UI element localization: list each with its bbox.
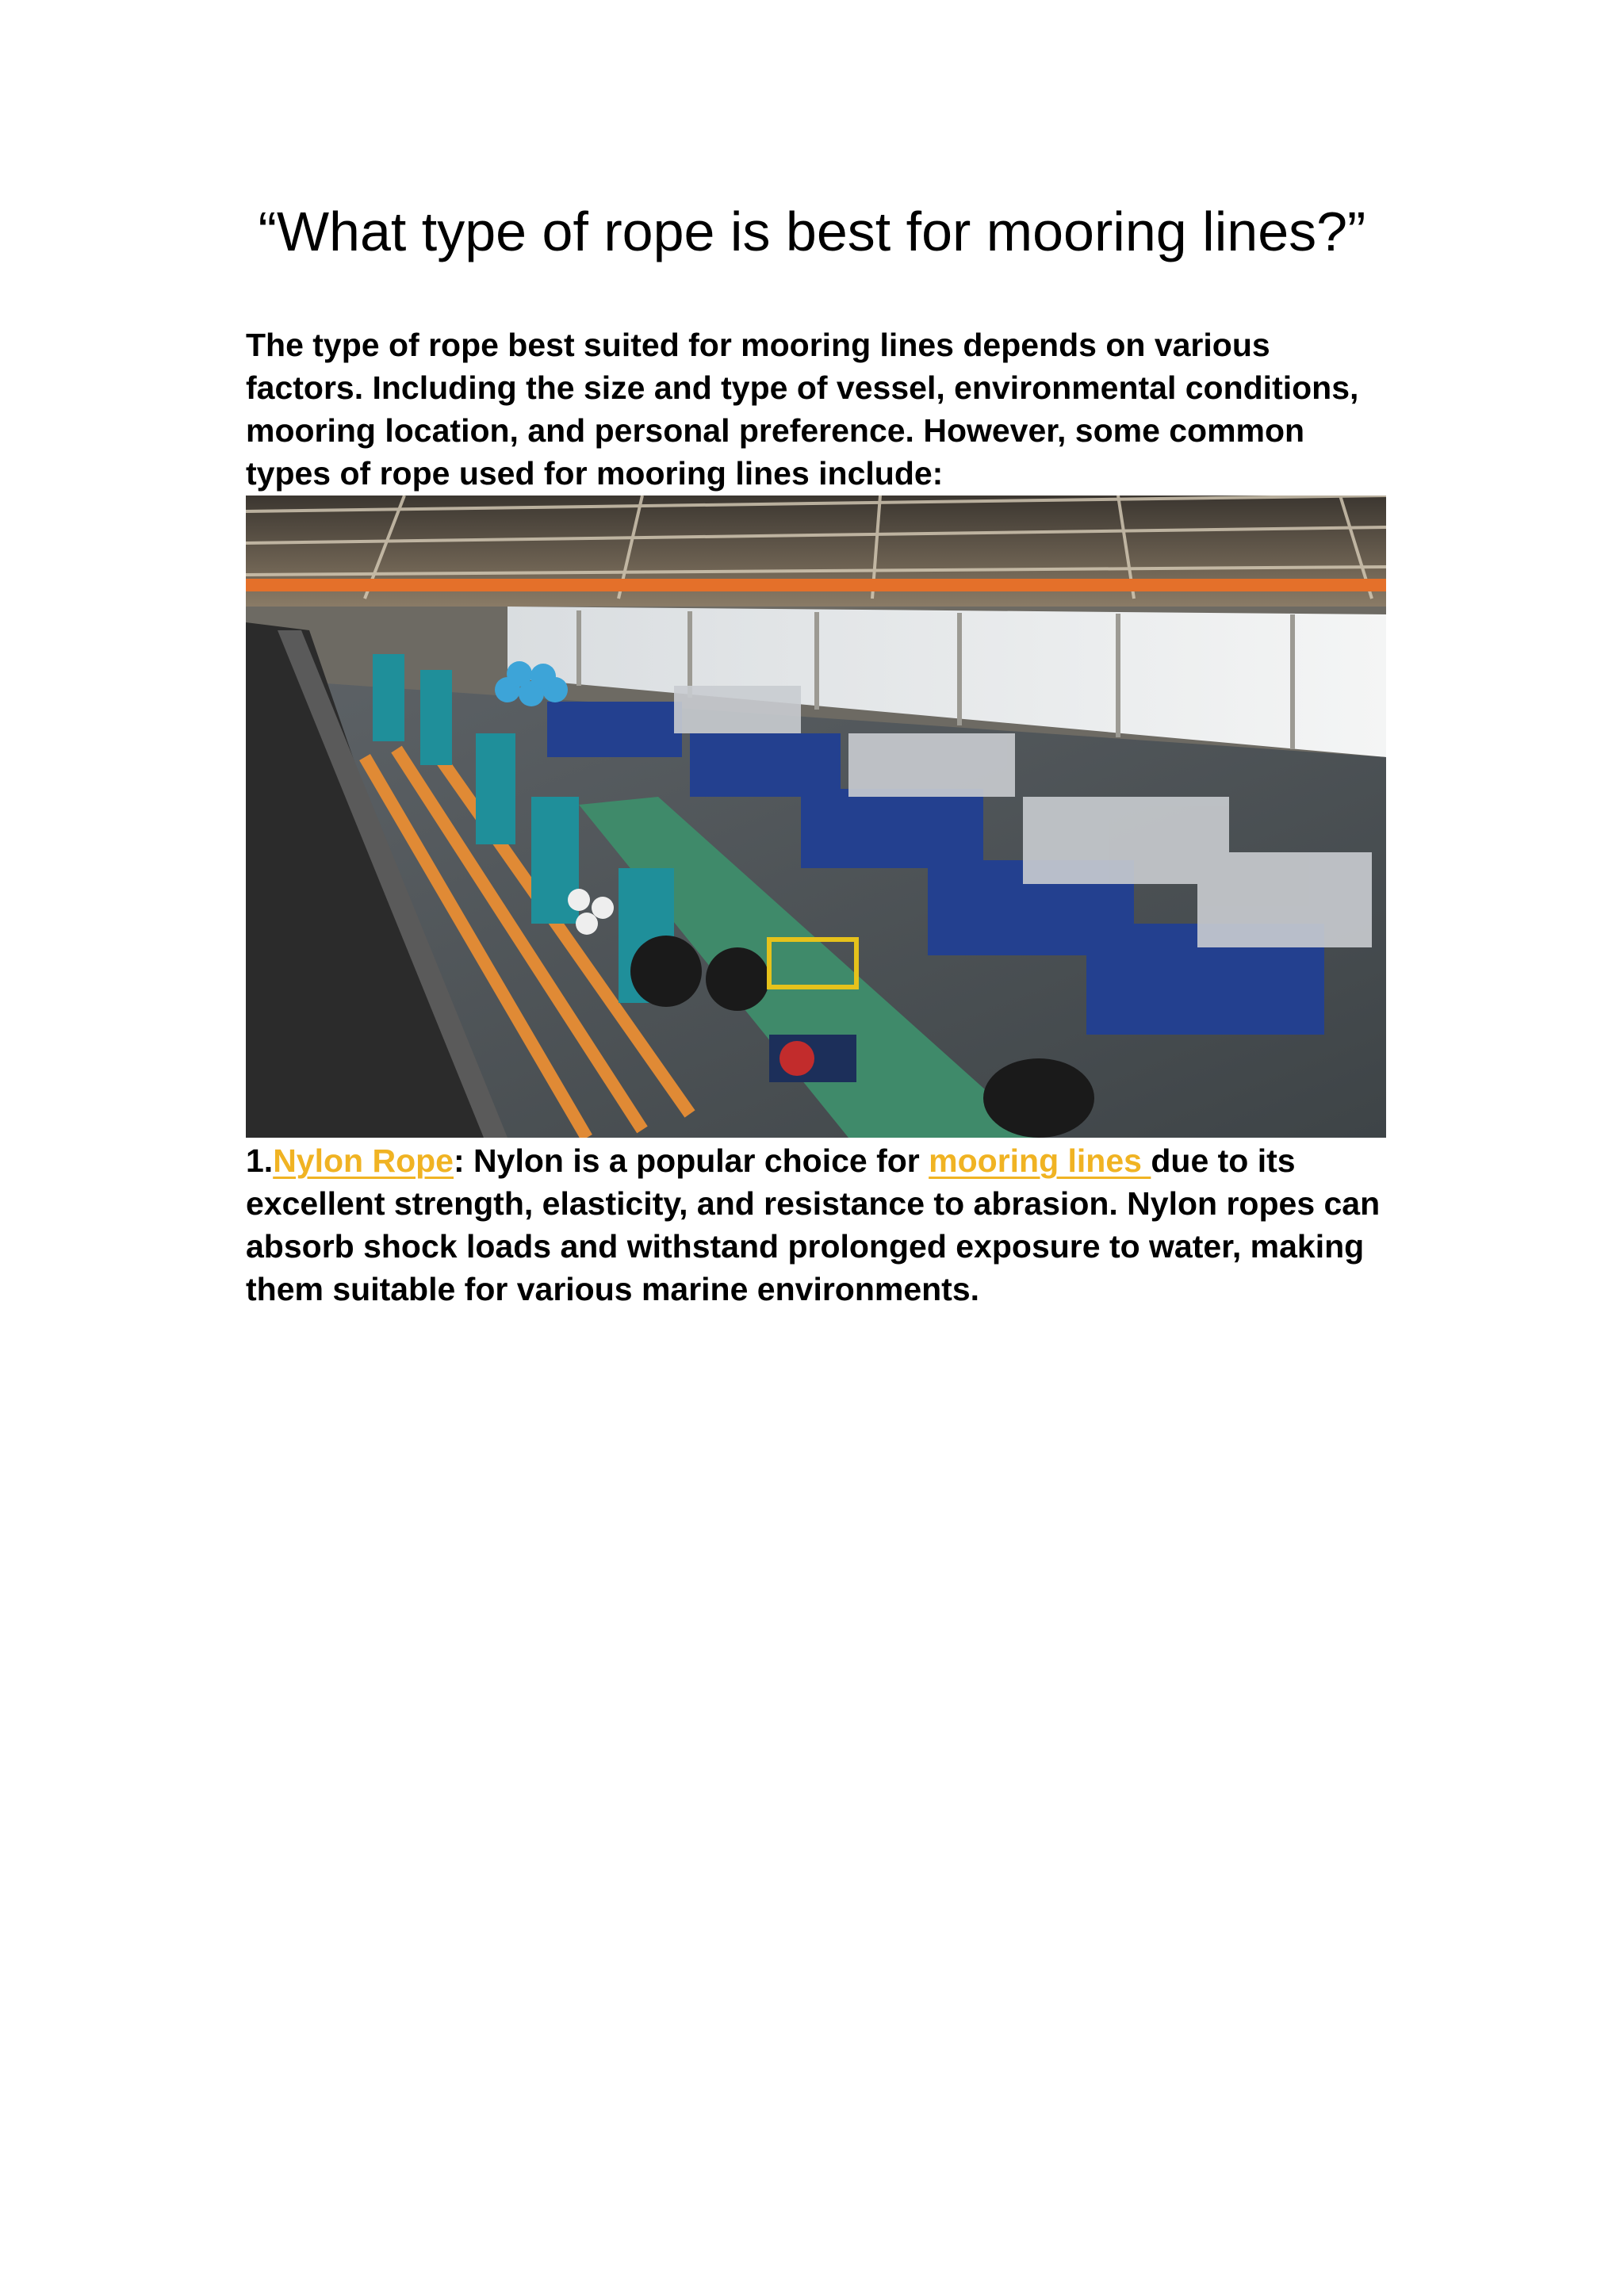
nylon-rope-link[interactable]: Nylon Rope xyxy=(273,1142,454,1179)
list-item-text-2: due to its excellent strength, elasticity, and resistance to abrasion. Nylon ropes can absorb shock loads and withstand prolonged exposure to water, making them suitable for various marine environments. xyxy=(246,1142,1381,1307)
list-item-nylon-rope xyxy=(246,1139,1388,1311)
factory-photo xyxy=(246,496,1386,1138)
page-title: “What type of rope is best for mooring lines?” xyxy=(258,201,1366,262)
mooring-lines-link[interactable]: mooring lines xyxy=(929,1142,1151,1179)
list-item-text-1: : Nylon is a popular choice for xyxy=(454,1142,929,1179)
factory-illustration xyxy=(246,496,1386,1138)
intro-paragraph: The type of rope best suited for mooring lines depends on various factors. Including the size and type of vessel, environmental conditions, mooring location, and personal preference. However, some common types of rope used for mooring lines include: xyxy=(246,327,1359,492)
list-item-number: 1. xyxy=(246,1142,274,1179)
